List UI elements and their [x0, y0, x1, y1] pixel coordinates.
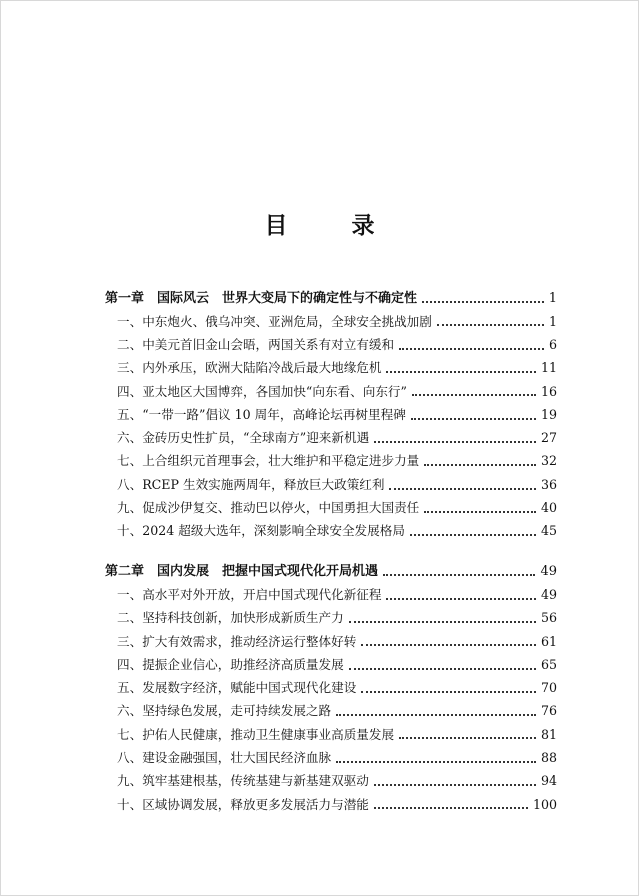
dot-leader: [374, 783, 536, 786]
toc-entry[interactable]: [105, 770, 557, 793]
toc-entry[interactable]: [105, 793, 557, 816]
dot-leader: [361, 643, 536, 646]
page-title: 目 录: [264, 212, 403, 239]
entry-label: 六、坚持绿色发展，走可持续发展之路: [117, 703, 332, 719]
entry-label: 三、内外承压，欧洲大陆陷冷战后最大地缘危机: [117, 360, 382, 376]
toc-chapter-1[interactable]: [105, 287, 557, 310]
page-number: 76: [540, 703, 557, 719]
dot-leader: [437, 323, 544, 326]
page-number: 19: [540, 406, 557, 422]
entry-label: 四、亚太地区大国博弈，各国加快“向东看、向东行”: [117, 383, 407, 399]
dot-leader: [399, 736, 536, 739]
entry-label: 十、区域协调发展，释放更多发展活力与潜能: [117, 796, 369, 812]
page-number: 36: [540, 476, 557, 492]
toc-entry[interactable]: [105, 653, 557, 676]
entry-label: 二、坚持科技创新，加快形成新质生产力: [117, 610, 344, 626]
page-number: 100: [532, 796, 557, 812]
page-number: 1: [548, 291, 557, 307]
dot-leader: [389, 487, 535, 490]
entry-label: 五、“一带一路”倡议 10 周年，高峰论坛再树里程碑: [117, 406, 406, 422]
entry-label: 三、扩大有效需求，推动经济运行整体好转: [117, 633, 357, 649]
dot-leader: [386, 370, 536, 373]
page-number: 70: [540, 680, 557, 696]
page-number: 88: [540, 749, 557, 765]
page-number: 6: [548, 336, 557, 352]
page-number: 1: [548, 313, 557, 329]
entry-label: 五、发展数字经济，赋能中国式现代化建设: [117, 680, 357, 696]
toc-entry[interactable]: [105, 497, 557, 520]
entry-label: 二、中美元首旧金山会晤，两国关系有对立有缓和: [117, 336, 395, 352]
entry-label: 一、高水平对外开放，开启中国式现代化新征程: [117, 586, 382, 602]
dot-leader: [383, 573, 535, 576]
page-number: 65: [540, 656, 557, 672]
toc-chapter-2[interactable]: [105, 560, 557, 583]
toc-entry[interactable]: [105, 747, 557, 770]
page-number: 16: [540, 383, 557, 399]
dot-leader: [349, 667, 536, 670]
toc-entry[interactable]: [105, 334, 557, 357]
page-number: 61: [540, 633, 557, 649]
page-number: 81: [540, 726, 557, 742]
dot-leader: [399, 347, 544, 350]
toc-entry[interactable]: [105, 310, 557, 333]
toc-entry[interactable]: [105, 677, 557, 700]
dot-leader: [336, 760, 536, 763]
page-number: 94: [540, 773, 557, 789]
entry-label: 十、2024 超级大选年，深刻影响全球安全发展格局: [117, 523, 405, 539]
entry-label: 七、护佑人民健康，推动卫生健康事业高质量发展: [117, 726, 395, 742]
toc-entry[interactable]: [105, 450, 557, 473]
page-number: 11: [540, 360, 557, 376]
dot-leader: [424, 510, 536, 513]
dot-leader: [361, 690, 536, 693]
toc-entry[interactable]: [105, 520, 557, 543]
entry-label: 九、筑牢基建根基，传统基建与新基建双驱动: [117, 773, 369, 789]
page-number: 45: [540, 523, 557, 539]
page-number: 56: [540, 610, 557, 626]
page-number: 40: [540, 500, 557, 516]
entry-label: 八、建设金融强国，壮大国民经济血脉: [117, 749, 332, 765]
entry-label: 一、中东炮火、俄乌冲突、亚洲危局，全球安全挑战加剧: [117, 313, 432, 329]
toc-entry[interactable]: [105, 584, 557, 607]
toc-entry[interactable]: [105, 357, 557, 380]
entry-label: 四、提振企业信心，助推经济高质量发展: [117, 656, 344, 672]
toc-entry[interactable]: [105, 607, 557, 630]
toc-entry[interactable]: [105, 427, 557, 450]
page-number: 49: [540, 586, 557, 602]
entry-label: 七、上合组织元首理事会，壮大维护和平稳定进步力量: [117, 453, 420, 469]
dot-leader: [374, 440, 536, 443]
chapter-heading: 第一章 国际风云 世界大变局下的确定性与不确定性: [105, 291, 418, 307]
page-number: 27: [540, 430, 557, 446]
dot-leader: [412, 393, 536, 396]
page-number: 32: [540, 453, 557, 469]
toc-entry[interactable]: [105, 700, 557, 723]
chapter-heading: 第二章 国内发展 把握中国式现代化开局机遇: [105, 564, 379, 580]
dot-leader: [374, 806, 528, 809]
entry-label: 八、RCEP 生效实施两周年，释放巨大政策红利: [117, 476, 385, 492]
toc-entry[interactable]: [105, 723, 557, 746]
toc-entry[interactable]: [105, 630, 557, 653]
page-number: 49: [540, 564, 557, 580]
dot-leader: [422, 300, 544, 303]
dot-leader: [349, 620, 536, 623]
toc-entry[interactable]: [105, 380, 557, 403]
toc-entry[interactable]: [105, 473, 557, 496]
entry-label: 九、促成沙伊复交、推动巴以停火，中国勇担大国责任: [117, 500, 420, 516]
dot-leader: [386, 597, 536, 600]
dot-leader: [336, 713, 536, 716]
table-of-contents: [105, 287, 557, 817]
dot-leader: [424, 463, 536, 466]
dot-leader: [410, 533, 536, 536]
toc-entry[interactable]: [105, 403, 557, 426]
chapter-spacer: [105, 543, 557, 560]
dot-leader: [411, 417, 536, 420]
entry-label: 六、金砖历史性扩员，“全球南方”迎来新机遇: [117, 430, 370, 446]
